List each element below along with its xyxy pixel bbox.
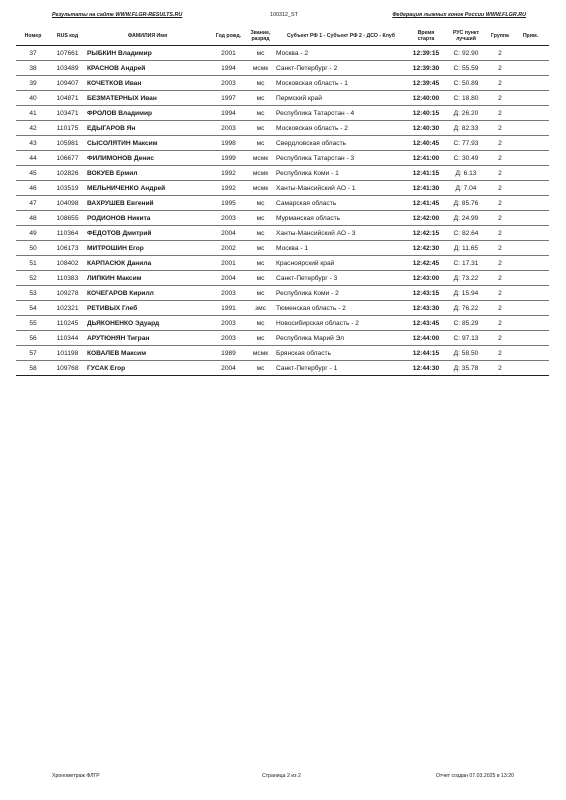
- cell-rus-code: 106173: [50, 241, 85, 256]
- cell-group: 2: [488, 301, 512, 316]
- cell-group: 2: [488, 271, 512, 286]
- cell-rus-code: 105981: [50, 136, 85, 151]
- cell-best-points: Д: 26.20: [444, 106, 488, 121]
- table-row: [16, 181, 549, 196]
- cell-note: [512, 271, 549, 286]
- cell-group: 2: [488, 151, 512, 166]
- cell-best-points: Д: 73.22: [444, 271, 488, 286]
- cell-note: [512, 46, 549, 61]
- cell-note: [512, 91, 549, 106]
- cell-rank: мс: [247, 211, 274, 226]
- cell-group: 2: [488, 256, 512, 271]
- cell-rank: мс: [247, 196, 274, 211]
- cell-region: Москва - 2: [274, 46, 408, 61]
- cell-name: БЕЗМАТЕРНЫХ Иван: [85, 91, 210, 106]
- cell-group: 2: [488, 106, 512, 121]
- table-row: [16, 61, 549, 76]
- cell-rank: мс: [247, 226, 274, 241]
- cell-group: 2: [488, 241, 512, 256]
- cell-name: ЕДЫГАРОВ Ян: [85, 121, 210, 136]
- cell-name: ГУСАК Егор: [85, 361, 210, 376]
- cell-note: [512, 286, 549, 301]
- cell-start-time: 12:43:30: [408, 301, 444, 316]
- cell-best-points: С: 55.59: [444, 61, 488, 76]
- cell-note: [512, 121, 549, 136]
- cell-note: [512, 106, 549, 121]
- cell-rank: мс: [247, 256, 274, 271]
- cell-start-time: 12:44:15: [408, 346, 444, 361]
- cell-note: [512, 196, 549, 211]
- cell-name: КОЧЕГАРОВ Кирилл: [85, 286, 210, 301]
- col-header-rus-code: RUS код: [50, 27, 85, 46]
- col-header-group: Группа: [488, 27, 512, 46]
- cell-best-points: Д: 35.78: [444, 361, 488, 376]
- table-row: [16, 121, 549, 136]
- cell-name: КРАСНОВ Андрей: [85, 61, 210, 76]
- table-row: [16, 346, 549, 361]
- cell-number: 41: [16, 106, 50, 121]
- cell-group: 2: [488, 166, 512, 181]
- start-list-table: [16, 27, 549, 376]
- cell-birth-year: 2003: [210, 286, 247, 301]
- cell-rus-code: 101198: [50, 346, 85, 361]
- cell-name: ФРОЛОВ Владимир: [85, 106, 210, 121]
- cell-number: 38: [16, 61, 50, 76]
- col-header-number: Номер: [16, 27, 50, 46]
- cell-group: 2: [488, 76, 512, 91]
- cell-note: [512, 301, 549, 316]
- cell-region: Красноярский край: [274, 256, 408, 271]
- table-row: [16, 166, 549, 181]
- cell-group: 2: [488, 181, 512, 196]
- cell-start-time: 12:44:30: [408, 361, 444, 376]
- cell-birth-year: 2003: [210, 76, 247, 91]
- cell-start-time: 12:42:45: [408, 256, 444, 271]
- cell-best-points: С: 85.29: [444, 316, 488, 331]
- table-row: [16, 331, 549, 346]
- col-header-name: ФАМИЛИЯ Имя: [85, 27, 210, 46]
- cell-birth-year: 2004: [210, 226, 247, 241]
- cell-group: 2: [488, 226, 512, 241]
- cell-birth-year: 1992: [210, 181, 247, 196]
- cell-number: 58: [16, 361, 50, 376]
- cell-birth-year: 2003: [210, 331, 247, 346]
- cell-region: Московская область - 1: [274, 76, 408, 91]
- cell-start-time: 12:42:30: [408, 241, 444, 256]
- cell-best-points: Д: 82.33: [444, 121, 488, 136]
- cell-number: 42: [16, 121, 50, 136]
- cell-start-time: 12:40:15: [408, 106, 444, 121]
- cell-best-points: Д: 24.99: [444, 211, 488, 226]
- cell-rus-code: 108402: [50, 256, 85, 271]
- cell-best-points: Д: 15.94: [444, 286, 488, 301]
- cell-region: Санкт-Петербург - 2: [274, 61, 408, 76]
- cell-rank: мсмк: [247, 151, 274, 166]
- cell-number: 48: [16, 211, 50, 226]
- cell-number: 39: [16, 76, 50, 91]
- cell-name: МИТРОШИН Егор: [85, 241, 210, 256]
- cell-region: Санкт-Петербург - 1: [274, 361, 408, 376]
- cell-start-time: 12:44:00: [408, 331, 444, 346]
- cell-number: 49: [16, 226, 50, 241]
- cell-birth-year: 1989: [210, 346, 247, 361]
- table-row: [16, 361, 549, 376]
- cell-name: КОВАЛЕВ Максим: [85, 346, 210, 361]
- cell-rus-code: 104871: [50, 91, 85, 106]
- cell-best-points: С: 17.31: [444, 256, 488, 271]
- cell-birth-year: 2004: [210, 361, 247, 376]
- cell-start-time: 12:39:30: [408, 61, 444, 76]
- cell-group: 2: [488, 346, 512, 361]
- cell-best-points: Д: 58.50: [444, 346, 488, 361]
- cell-group: 2: [488, 46, 512, 61]
- cell-note: [512, 361, 549, 376]
- cell-region: Республика Марий Эл: [274, 331, 408, 346]
- cell-group: 2: [488, 211, 512, 226]
- cell-rus-code: 102321: [50, 301, 85, 316]
- table-row: [16, 241, 549, 256]
- cell-rank: мс: [247, 121, 274, 136]
- cell-birth-year: 1997: [210, 91, 247, 106]
- cell-rus-code: 110245: [50, 316, 85, 331]
- cell-rus-code: 103519: [50, 181, 85, 196]
- cell-region: Свердловская область: [274, 136, 408, 151]
- cell-note: [512, 211, 549, 226]
- cell-best-points: Д: 76.22: [444, 301, 488, 316]
- cell-note: [512, 151, 549, 166]
- col-header-note: Прим.: [512, 27, 549, 46]
- cell-rank: мс: [247, 91, 274, 106]
- cell-note: [512, 256, 549, 271]
- cell-region: Пермский край: [274, 91, 408, 106]
- cell-start-time: 12:43:15: [408, 286, 444, 301]
- table-row: [16, 286, 549, 301]
- cell-best-points: С: 92.90: [444, 46, 488, 61]
- cell-name: МЕЛЬНИЧЕНКО Андрей: [85, 181, 210, 196]
- cell-rank: мс: [247, 286, 274, 301]
- cell-note: [512, 136, 549, 151]
- table-row: [16, 91, 549, 106]
- cell-rank: мс: [247, 106, 274, 121]
- cell-rus-code: 108655: [50, 211, 85, 226]
- cell-rank: мс: [247, 241, 274, 256]
- cell-number: 46: [16, 181, 50, 196]
- cell-start-time: 12:39:15: [408, 46, 444, 61]
- cell-number: 47: [16, 196, 50, 211]
- cell-name: ФИЛИМОНОВ Денис: [85, 151, 210, 166]
- cell-region: Санкт-Петербург - 3: [274, 271, 408, 286]
- cell-name: ВАХРУШЕВ Евгений: [85, 196, 210, 211]
- cell-note: [512, 241, 549, 256]
- cell-start-time: 12:39:45: [408, 76, 444, 91]
- cell-number: 50: [16, 241, 50, 256]
- cell-number: 40: [16, 91, 50, 106]
- cell-region: Брянская область: [274, 346, 408, 361]
- cell-name: ДЬЯКОНЕНКО Эдуард: [85, 316, 210, 331]
- cell-start-time: 12:43:00: [408, 271, 444, 286]
- cell-best-points: Д: 85.76: [444, 196, 488, 211]
- cell-best-points: С: 77.93: [444, 136, 488, 151]
- cell-rank: мс: [247, 316, 274, 331]
- table-row: [16, 106, 549, 121]
- cell-name: РЫБКИН Владимир: [85, 46, 210, 61]
- cell-name: КОЧЕТКОВ Иван: [85, 76, 210, 91]
- cell-number: 51: [16, 256, 50, 271]
- cell-region: Республика Коми - 2: [274, 286, 408, 301]
- col-header-birth-year: Год рожд.: [210, 27, 247, 46]
- cell-rus-code: 106677: [50, 151, 85, 166]
- cell-rus-code: 103471: [50, 106, 85, 121]
- cell-region: Самарская область: [274, 196, 408, 211]
- cell-name: СЫСОЛЯТИН Максим: [85, 136, 210, 151]
- cell-rus-code: 110383: [50, 271, 85, 286]
- cell-rank: мс: [247, 136, 274, 151]
- cell-rus-code: 104098: [50, 196, 85, 211]
- cell-region: Республика Татарстан - 3: [274, 151, 408, 166]
- federation-site-link[interactable]: Федерация лыжных гонок России WWW.FLGR.RU: [392, 12, 526, 18]
- page-footer: [0, 773, 566, 783]
- cell-rus-code: 110344: [50, 331, 85, 346]
- cell-best-points: Д: 11.65: [444, 241, 488, 256]
- cell-region: Ханты-Мансийский АО - 1: [274, 181, 408, 196]
- cell-number: 56: [16, 331, 50, 346]
- table-row: [16, 196, 549, 211]
- cell-region: Республика Коми - 1: [274, 166, 408, 181]
- cell-rus-code: 109278: [50, 286, 85, 301]
- cell-rus-code: 110364: [50, 226, 85, 241]
- cell-birth-year: 1995: [210, 196, 247, 211]
- cell-region: Москва - 1: [274, 241, 408, 256]
- cell-best-points: С: 82.64: [444, 226, 488, 241]
- cell-best-points: Д: 7.04: [444, 181, 488, 196]
- table-row: [16, 76, 549, 91]
- cell-note: [512, 61, 549, 76]
- cell-number: 45: [16, 166, 50, 181]
- cell-name: ВОКУЕВ Ермил: [85, 166, 210, 181]
- cell-name: ФЕДОТОВ Дмитрий: [85, 226, 210, 241]
- table-row: [16, 256, 549, 271]
- cell-birth-year: 1994: [210, 61, 247, 76]
- cell-number: 43: [16, 136, 50, 151]
- cell-name: РЕТИВЫХ Глеб: [85, 301, 210, 316]
- cell-number: 53: [16, 286, 50, 301]
- cell-rank: мс: [247, 46, 274, 61]
- cell-birth-year: 2001: [210, 256, 247, 271]
- cell-region: Республика Татарстан - 4: [274, 106, 408, 121]
- cell-rank: мсмк: [247, 346, 274, 361]
- cell-birth-year: 1992: [210, 166, 247, 181]
- table-row: [16, 316, 549, 331]
- cell-number: 37: [16, 46, 50, 61]
- cell-number: 52: [16, 271, 50, 286]
- cell-rank: мс: [247, 361, 274, 376]
- cell-name: АРУТЮНЯН Тигран: [85, 331, 210, 346]
- cell-start-time: 12:42:15: [408, 226, 444, 241]
- table-row: [16, 151, 549, 166]
- cell-best-points: С: 18.80: [444, 91, 488, 106]
- cell-group: 2: [488, 136, 512, 151]
- cell-number: 57: [16, 346, 50, 361]
- col-header-start-time: Время старта: [408, 27, 444, 46]
- cell-best-points: С: 30.49: [444, 151, 488, 166]
- cell-group: 2: [488, 61, 512, 76]
- cell-rank: мсмк: [247, 61, 274, 76]
- cell-birth-year: 1998: [210, 136, 247, 151]
- cell-region: Ханты-Мансийский АО - 3: [274, 226, 408, 241]
- cell-name: ЛИПКИН Максим: [85, 271, 210, 286]
- col-header-best-points: РУС пункт лучший: [444, 27, 488, 46]
- cell-start-time: 12:41:00: [408, 151, 444, 166]
- results-site-link[interactable]: Результаты на сайте WWW.FLGR-RESULTS.RU: [52, 12, 183, 18]
- cell-group: 2: [488, 91, 512, 106]
- cell-birth-year: 2002: [210, 241, 247, 256]
- cell-region: Мурманская область: [274, 211, 408, 226]
- cell-number: 55: [16, 316, 50, 331]
- cell-birth-year: 1999: [210, 151, 247, 166]
- cell-best-points: Д: 6.13: [444, 166, 488, 181]
- col-header-rank: Звание, разряд: [247, 27, 274, 46]
- cell-note: [512, 226, 549, 241]
- cell-start-time: 12:42:00: [408, 211, 444, 226]
- footer-page-number: Страница 2 из 2: [262, 773, 301, 779]
- cell-start-time: 12:41:30: [408, 181, 444, 196]
- table-row: [16, 46, 549, 61]
- cell-note: [512, 316, 549, 331]
- cell-note: [512, 166, 549, 181]
- cell-number: 54: [16, 301, 50, 316]
- cell-name: РОДИОНОВ Никита: [85, 211, 210, 226]
- cell-group: 2: [488, 361, 512, 376]
- cell-rus-code: 107661: [50, 46, 85, 61]
- cell-best-points: С: 50.89: [444, 76, 488, 91]
- cell-start-time: 12:41:45: [408, 196, 444, 211]
- table-row: [16, 211, 549, 226]
- cell-group: 2: [488, 316, 512, 331]
- cell-best-points: С: 97.13: [444, 331, 488, 346]
- cell-note: [512, 181, 549, 196]
- cell-rank: мс: [247, 331, 274, 346]
- cell-birth-year: 2003: [210, 211, 247, 226]
- col-header-region: Субъект РФ 1 - Субъект РФ 2 - ДСО - Клуб: [274, 27, 408, 46]
- cell-region: Новосибирская область - 2: [274, 316, 408, 331]
- cell-group: 2: [488, 286, 512, 301]
- footer-report-date: Отчет создан 07.03.2025 в 13:20: [435, 773, 514, 779]
- cell-rank: мс: [247, 271, 274, 286]
- table-row: [16, 136, 549, 151]
- cell-region: Тюменская область - 2: [274, 301, 408, 316]
- cell-group: 2: [488, 121, 512, 136]
- cell-start-time: 12:41:15: [408, 166, 444, 181]
- table-row: [16, 301, 549, 316]
- cell-region: Московская область - 2: [274, 121, 408, 136]
- cell-birth-year: 1991: [210, 301, 247, 316]
- cell-note: [512, 76, 549, 91]
- document-code: 100312_ST: [270, 12, 298, 18]
- cell-start-time: 12:40:30: [408, 121, 444, 136]
- cell-rank: мсмк: [247, 181, 274, 196]
- cell-start-time: 12:43:45: [408, 316, 444, 331]
- cell-rank: мс: [247, 76, 274, 91]
- cell-rus-code: 110175: [50, 121, 85, 136]
- cell-note: [512, 331, 549, 346]
- footer-timing: Хронометраж ФЛГР: [52, 773, 100, 779]
- cell-start-time: 12:40:45: [408, 136, 444, 151]
- table-row: [16, 271, 549, 286]
- cell-name: КАРПАСЮК Данила: [85, 256, 210, 271]
- cell-rus-code: 102826: [50, 166, 85, 181]
- cell-number: 44: [16, 151, 50, 166]
- cell-start-time: 12:40:00: [408, 91, 444, 106]
- cell-birth-year: 2003: [210, 316, 247, 331]
- cell-birth-year: 1994: [210, 106, 247, 121]
- cell-rus-code: 109407: [50, 76, 85, 91]
- cell-group: 2: [488, 196, 512, 211]
- cell-birth-year: 2004: [210, 271, 247, 286]
- table-header-row: [16, 27, 549, 46]
- cell-rus-code: 109768: [50, 361, 85, 376]
- cell-group: 2: [488, 331, 512, 346]
- cell-rank: мсмк: [247, 166, 274, 181]
- table-row: [16, 226, 549, 241]
- cell-note: [512, 346, 549, 361]
- cell-rank: змс: [247, 301, 274, 316]
- cell-birth-year: 2003: [210, 121, 247, 136]
- page-header: [0, 10, 566, 22]
- cell-birth-year: 2001: [210, 46, 247, 61]
- cell-rus-code: 103489: [50, 61, 85, 76]
